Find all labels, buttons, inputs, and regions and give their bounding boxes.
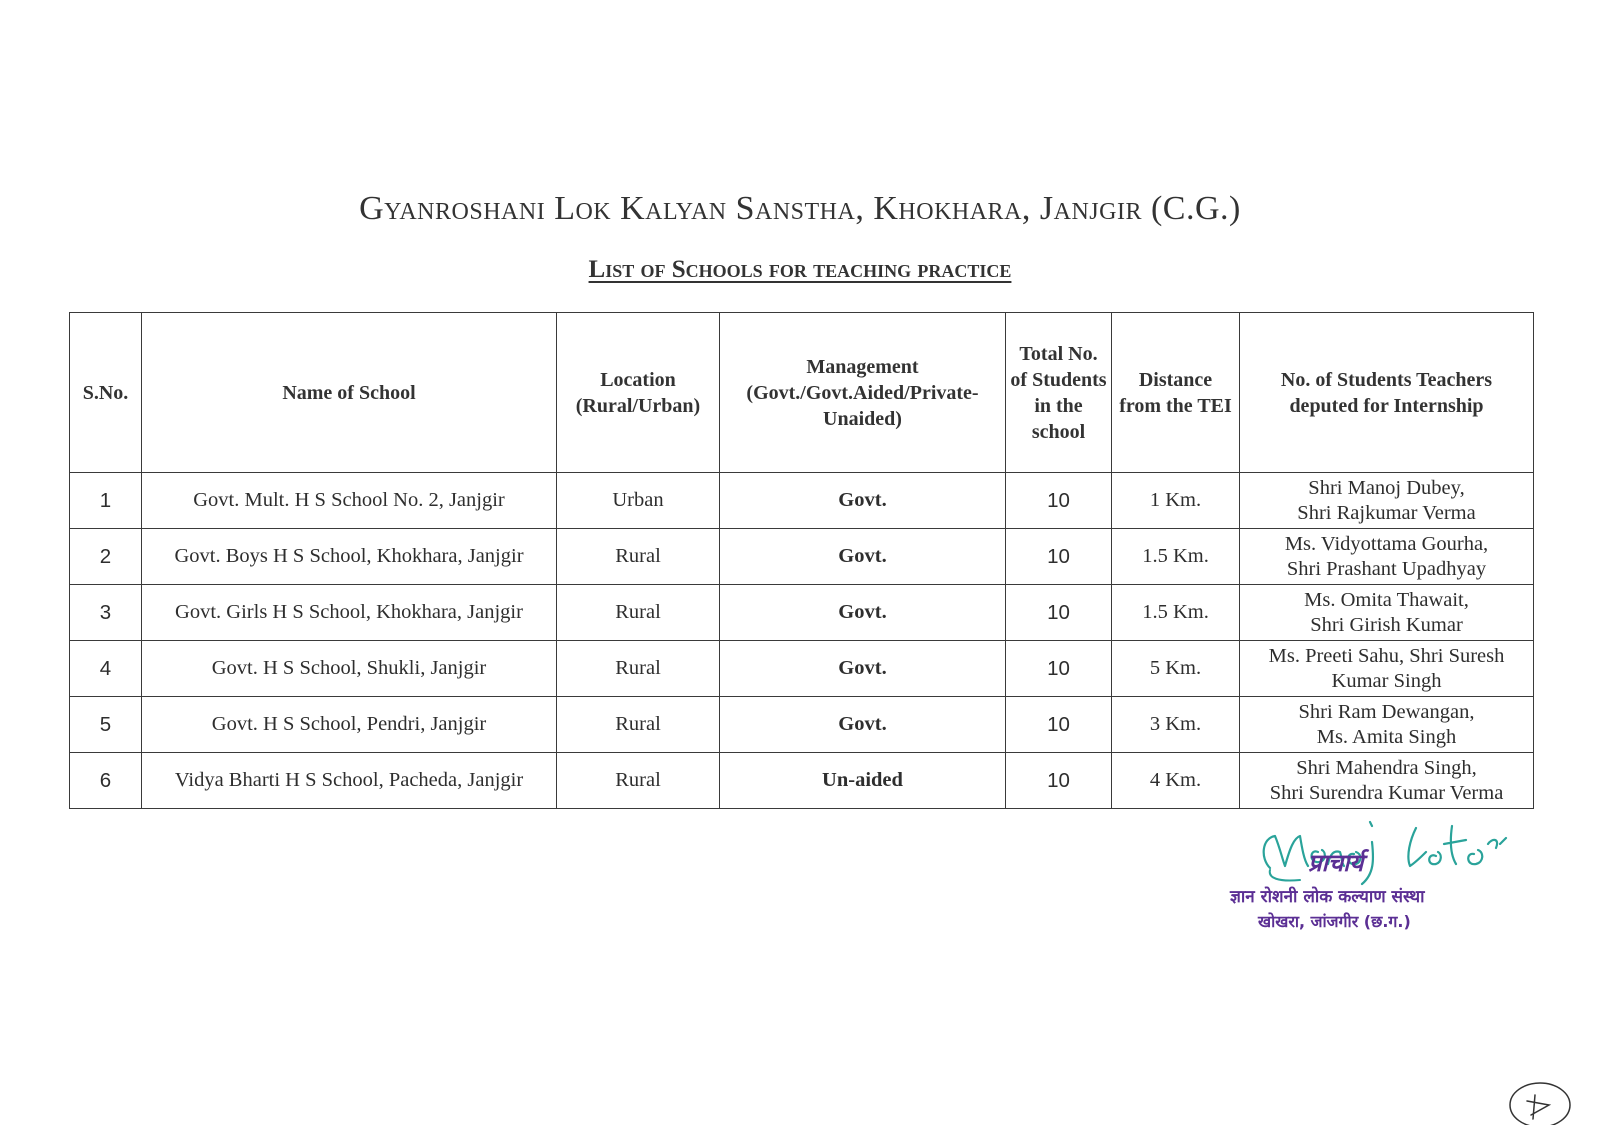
cell-students: 10 [1006,473,1112,529]
cell-distance: 1 Km. [1112,473,1240,529]
cell-location: Rural [557,529,720,585]
table-row [70,585,1534,641]
cell-management: Govt. [720,473,1006,529]
cell-deputed [1240,697,1534,753]
cell-sno: 4 [70,641,142,697]
column-header-students: Total No. of Students in the school [1006,313,1112,473]
cell-distance: 1.5 Km. [1112,585,1240,641]
deputed-line: Kumar Singh [1331,669,1442,692]
cell-sno: 3 [70,585,142,641]
cell-management: Govt. [720,529,1006,585]
deputed-line: Ms. Omita Thawait, [1304,588,1469,611]
schools-table [69,312,1534,809]
deputed-line: Ms. Preeti Sahu, Shri Suresh [1268,644,1505,667]
handwritten-signature [1230,808,1550,888]
principal-signature-block [1230,808,1550,958]
column-header-sno: S.No. [70,313,142,473]
table-row [70,473,1534,529]
cell-location: Rural [557,585,720,641]
cell-management: Un-aided [720,753,1006,809]
table-row [70,697,1534,753]
deputed-line: Ms. Vidyottama Gourha, [1284,532,1489,555]
cell-students: 10 [1006,529,1112,585]
cell-sno: 2 [70,529,142,585]
cell-deputed [1240,641,1534,697]
column-header-location: Location (Rural/Urban) [557,313,720,473]
cell-school-name: Govt. H S School, Pendri, Janjgir [142,697,557,753]
document-title: Gyanroshani Lok Kalyan Sanstha, Khokhara, Janjgir (C.G.) [359,190,1241,227]
cell-sno: 5 [70,697,142,753]
seal-line-2: खोखरा, जांजगीर (छ.ग.) [1258,912,1411,931]
cell-deputed [1240,529,1534,585]
seal-title: प्राचार्य [1308,849,1364,877]
column-header-name: Name of School [142,313,557,473]
cell-sno: 1 [70,473,142,529]
deputed-line: Shri Surendra Kumar Verma [1269,781,1504,804]
initial-mark-icon [1505,1075,1575,1125]
deputed-line: Shri Manoj Dubey, [1308,476,1465,499]
deputed-line: Shri Rajkumar Verma [1297,501,1476,524]
table-header-row [70,313,1534,473]
cell-distance: 1.5 Km. [1112,529,1240,585]
deputed-line: Ms. Amita Singh [1316,725,1457,748]
seal-line-1: ज्ञान रोशनी लोक कल्याण संस्था [1230,887,1425,907]
cell-management: Govt. [720,697,1006,753]
cell-distance: 5 Km. [1112,641,1240,697]
cell-deputed [1240,585,1534,641]
cell-school-name: Govt. Mult. H S School No. 2, Janjgir [142,473,557,529]
table-row [70,753,1534,809]
table-row [70,529,1534,585]
cell-location: Rural [557,697,720,753]
cell-management: Govt. [720,641,1006,697]
column-header-management: Management (Govt./Govt.Aided/Private-Unaided) [720,313,1006,473]
cell-distance: 4 Km. [1112,753,1240,809]
deputed-line: Shri Girish Kumar [1310,613,1463,636]
cell-school-name: Vidya Bharti H S School, Pacheda, Janjgir [142,753,557,809]
column-header-distance: Distance from the TEI [1112,313,1240,473]
cell-school-name: Govt. Boys H S School, Khokhara, Janjgir [142,529,557,585]
deputed-line: Shri Prashant Upadhyay [1286,557,1487,580]
cell-location: Rural [557,753,720,809]
cell-location: Urban [557,473,720,529]
deputed-line: Shri Mahendra Singh, [1296,756,1477,779]
cell-school-name: Govt. Girls H S School, Khokhara, Janjgir [142,585,557,641]
document-subtitle [0,256,1600,284]
cell-students: 10 [1006,585,1112,641]
cell-location: Rural [557,641,720,697]
column-header-deputed: No. of Students Teachers deputed for Internship [1240,313,1534,473]
cell-students: 10 [1006,697,1112,753]
cell-school-name: Govt. H S School, Shukli, Janjgir [142,641,557,697]
cell-students: 10 [1006,753,1112,809]
table-row [70,641,1534,697]
cell-deputed [1240,473,1534,529]
cell-deputed [1240,753,1534,809]
cell-students: 10 [1006,641,1112,697]
deputed-line: Shri Ram Dewangan, [1298,700,1475,723]
subtitle-text: List of Schools for teaching practice [588,256,1012,283]
cell-distance: 3 Km. [1112,697,1240,753]
cell-sno: 6 [70,753,142,809]
cell-management: Govt. [720,585,1006,641]
